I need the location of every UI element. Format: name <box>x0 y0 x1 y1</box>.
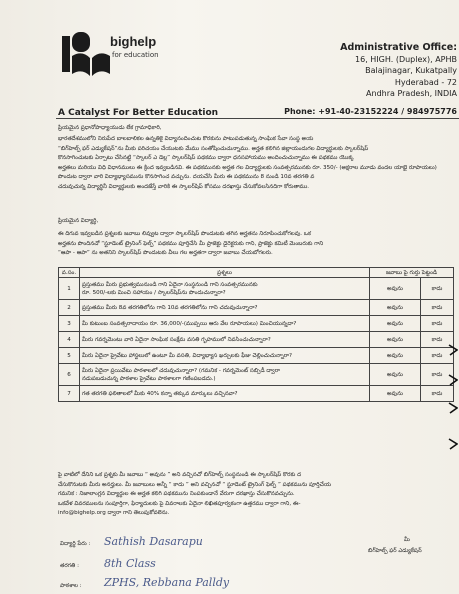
table-row <box>59 278 454 300</box>
class-field[interactable]: 8th Class <box>104 557 156 570</box>
table-row <box>59 332 454 348</box>
answer-no[interactable]: కాదు <box>421 386 454 402</box>
phone-number: Phone: +91-40-23152224 / 984975776 <box>284 107 457 116</box>
paragraph-line: పొందుట ద్వారా వారి విద్యాభ్యాసమును కొనసాగించ వచ్చును. దయచేసి మీరు ఈ పథకమును 8 నుండి 10వ తరగతి వ <box>58 174 315 180</box>
table-header-row <box>59 268 454 278</box>
paragraph-line: చేసుకొనుటకు మీరు అనర్హులు. మీ జవాబులు అన్నీ “ కాదు ” అని వచ్చినచో “ స్టూడెంట్ ట్రైనింగ్ ఫెల్ప్ ” పథకమును పూర్తిచేయ <box>58 481 332 488</box>
answer-yes[interactable]: అవును <box>370 386 421 402</box>
row-number: 6 <box>59 364 80 386</box>
school-field[interactable]: ZPHS, Rebbana Palldy <box>104 576 230 589</box>
question-text: మీరు ఏదైనా ప్రయివేటు పాఠశాలలో చదువుచున్నారా? (గమనిక - గవర్నమెంట్ సబ్సిడీ ద్వారా <box>82 367 280 374</box>
row-number: 4 <box>59 332 80 348</box>
row-number: 1 <box>59 278 80 300</box>
paragraph-line: భారతదేశములోని నిరుపేద బాలబాలికల ఉన్నతికై విద్యానందించుట కొరకును పాటుపడుతున్న సాంఘిక సేవా సంస్థ అయ <box>58 136 314 142</box>
student-salutation: ప్రియమైన విద్యార్థి, <box>58 218 99 224</box>
address-line: Andhra Pradesh, INDIA <box>366 89 457 98</box>
row-number: 7 <box>59 386 80 402</box>
answer-yes[interactable]: అవును <box>370 348 421 364</box>
header-divider <box>56 118 459 119</box>
checkmark-icon <box>448 436 458 450</box>
paragraph-line: అర్హతను పొందినచో “స్టూడెంట్ ట్రైనింగ్ ఫెల్ప్” పథకము పూర్తిచేసి మీ ప్రాజెక్టు డైరెక్టరుకు గాని, ప్రాజెక్టు కమిటీ మెంబరుకు గాని <box>58 240 324 247</box>
row-number: 2 <box>59 300 80 316</box>
answer-no[interactable]: కాదు <box>421 316 454 332</box>
paragraph-line: పై వాటిలో దేనిని ఒక ప్రశ్నకు మీ జవాబు “ అవును ” అని వచ్చినచో బిగ్‌హెల్ప్ సంస్థనుండి ఈ స్కాలర్‌షిప్ కొరకు ద <box>58 472 302 478</box>
address-block <box>340 42 457 100</box>
paragraph-line: “బిగ్‌హెల్ప్ ఫర్ ఎడ్యుకేషన్”ను మీకు పరిచయం చేయుటకు మేము సంతోషించుచున్నాము. అర్హత కలిగిన జిల్లాయందుగల విద్యార్థులకు స్కాలర్‌షిప్ <box>58 145 369 152</box>
question-cell <box>80 364 370 386</box>
paragraph-line: “ఆపా - ఆపా” ను అతనిని స్కాలర్‌షిప్ పొందుటకు వీలు గల అర్హతగా ద్వారా జవాబు చేయబోగలరు. <box>58 250 273 256</box>
salutation: ప్రియమైన ప్రధానోపాధ్యాయుడు లేక గ్రామాధికారి, <box>58 125 162 131</box>
address-line: Balajinagar, Kukatpally <box>365 66 457 75</box>
paragraph-line: అర్హతలు మరియు విధి విధానములు ఈ క్రింద ఇవ్వబడినవి. ఈ పథకమునకు అర్హత గల విద్యార్థులకు సంవత్సరమునకు రూ. 350/- (అక్షరాల మూడు వందల యాభై రూపాయలు) <box>58 164 437 171</box>
question-text: మీ కుటుంబ సంవత్సరాదాయం రూ. 36,000/-(ముప్పయి ఆరు వేల రూపాయలు) మించియున్నదా? <box>80 316 370 332</box>
student-name-field[interactable]: Sathish Dasarapu <box>104 535 203 548</box>
intro-paragraph <box>58 135 456 192</box>
question-text: ప్రస్తుతము మీరు ప్రభుత్వమునుండి గాని ఏదైనా సంస్థనుండి గాని సంవత్సరమునకు <box>82 281 258 288</box>
table-row <box>59 386 454 402</box>
answer-yes[interactable]: అవును <box>370 316 421 332</box>
checkmark-icon <box>448 342 458 356</box>
question-text: మీరు గవర్నమెంటు వారి ఏదైనా సాంఘిక సంక్షేమ వసతి గృహములో నివసించుచున్నారా? <box>80 332 370 348</box>
answer-yes[interactable]: అవును <box>370 332 421 348</box>
brand-subtitle: for education <box>112 51 159 59</box>
question-text: రూ. 500/-లకు మించి సహాయం / స్కాలర్‌షిప్‌ను పొందుచున్నారా? <box>82 289 226 296</box>
question-text: గత తరగతి ఫలితాలలో మీకు 40% కన్నా తక్కువ మార్కులు వచ్చినవా? <box>80 386 370 402</box>
answer-yes[interactable]: అవును <box>370 278 421 300</box>
answer-no[interactable]: కాదు <box>421 300 454 316</box>
column-header-answer: జవాబు పై గుర్తు పెట్టండి <box>370 268 454 278</box>
table-row <box>59 348 454 364</box>
signature-prefix: మీ <box>404 537 410 543</box>
answer-yes[interactable]: అవును <box>370 364 421 386</box>
answer-yes[interactable]: అవును <box>370 300 421 316</box>
row-number: 5 <box>59 348 80 364</box>
question-text: నడుపబడుచున్న పాఠశాల ప్రైవేటు పాఠశాలగా గణింపబడదు.) <box>82 375 216 382</box>
paragraph-line: కొనసాగించుటకు ఏర్పాటు చేసినట్టి “స్కాలర్ ఎ డెల్ల” స్కాలర్‌షిప్ పథకము ద్వారా ధనసహాయము అందించుచున్నాము ఈ పథకము యొక్క <box>58 155 354 161</box>
table-row <box>59 316 454 332</box>
paragraph-line: చదువుచున్న విద్యార్థినీ విద్యార్థులకు అందజేస్తే వారికి ఈ స్కాలర్‌షిప్ కోసము దరఖాస్తు చేసుకోవలసినదిగా కోరుతాము. <box>58 183 310 190</box>
office-title: Administrative Office: <box>340 42 457 53</box>
row-number: 3 <box>59 316 80 332</box>
column-header-questions: ప్రశ్నలు <box>80 268 370 278</box>
brand-name: bighelp <box>110 34 157 49</box>
paragraph-line: info@bighelp.org ద్వారా గాని తెలుపుకోవలెను. <box>58 510 170 516</box>
instructions-paragraph <box>58 230 456 259</box>
footer-paragraph <box>58 471 456 519</box>
paragraph-line: ఒకవేళ వివరములను సంపూర్తిగా, ఫిర్యాదులకు పై వివరాలకు ఏదైనా లిఖితపూర్వకంగా ఉత్తరము ద్వారా గాని, ఈ- <box>58 500 301 507</box>
signature-organization: బిగ్‌హెల్ప్ ఫర్ ఎడ్యుకేషన్ <box>368 548 422 554</box>
question-text: ప్రస్తుతము మీరు 8వ తరగతిలోను గాని 10వ తరగతిలోను గాని చదువుచున్నారా? <box>80 300 370 316</box>
address-line: 16, HIGH. (Duplex), APHB <box>355 54 457 64</box>
question-cell <box>80 278 370 300</box>
question-text: మీరు ఏదైనా ప్రైవేటు హాస్టలులో ఉంటూ మీ వసతి, విద్యాభ్యాస ఖర్చులకు ఫీజు చెల్లించుచున్నారా? <box>80 348 370 364</box>
questions-table <box>58 267 454 402</box>
column-header-number: వ.సం. <box>59 268 80 278</box>
answer-no[interactable]: కాదు <box>421 278 454 300</box>
answer-no[interactable]: కాదు <box>421 332 454 348</box>
checkmark-icon <box>448 400 458 414</box>
student-name-label: విద్యార్థి పేరు : <box>60 541 91 547</box>
table-row <box>59 300 454 316</box>
table-row <box>59 364 454 386</box>
address-line: Hyderabad - 72 <box>394 77 457 87</box>
class-label: తరగతి : <box>60 563 79 569</box>
checkmark-icon <box>448 372 458 386</box>
tagline: A Catalyst For Better Education <box>58 108 219 118</box>
paragraph-line: ఈ దిగువ ఇవ్వబడిన ప్రశ్నలకు జవాబు లివ్వుట ద్వారా స్కాలర్‌షిప్ పొందుటకు తగిన అర్హతను నిరూపించుకోగలవు. ఒక <box>58 231 311 237</box>
answer-no[interactable]: కాదు <box>421 364 454 386</box>
school-label: పాఠశాల : <box>60 583 82 589</box>
answer-no[interactable]: కాదు <box>421 348 454 364</box>
paragraph-line: గమనిక : నిజాలాంగ్లన విద్యార్థుల ఈ అర్హత కలిగి పథకమును నింపకుండానే వేరుగా దరఖాస్తు చేసుకొనవచ్చును. <box>58 491 295 497</box>
